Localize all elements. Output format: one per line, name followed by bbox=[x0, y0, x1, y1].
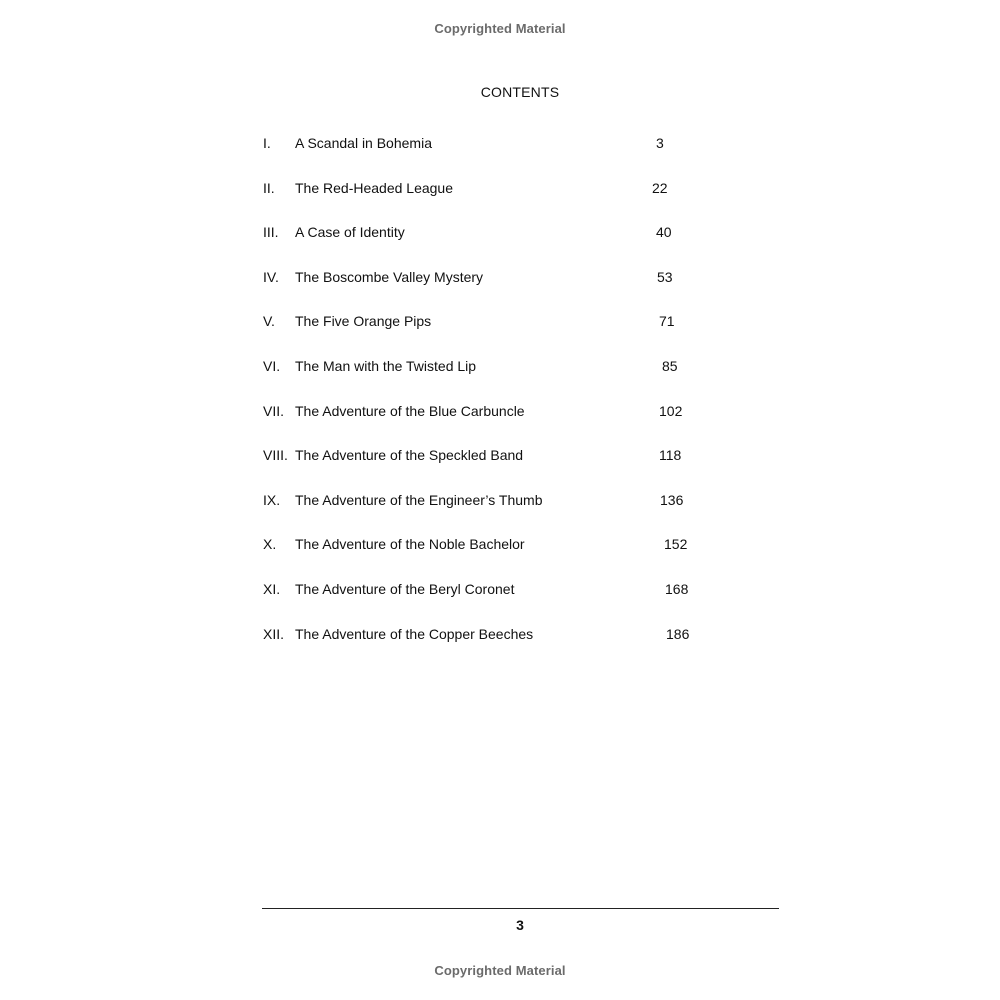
toc-entry-9 bbox=[263, 491, 763, 536]
toc-entry-page: 53 bbox=[657, 268, 673, 285]
toc-entry-2 bbox=[263, 179, 763, 224]
toc-entry-page: 102 bbox=[659, 402, 683, 419]
toc-entry-title: The Adventure of the Noble Bachelor bbox=[295, 536, 525, 553]
toc-entry-page: 136 bbox=[660, 491, 684, 508]
toc-entry-title: The Boscombe Valley Mystery bbox=[295, 268, 484, 285]
toc-entry-page: 186 bbox=[666, 625, 690, 642]
toc-entry-numeral: VII. bbox=[263, 402, 285, 419]
toc-entry-page: 168 bbox=[665, 580, 689, 597]
toc-entry-3 bbox=[263, 223, 763, 268]
toc-entry-4 bbox=[263, 268, 763, 313]
toc-entry-1 bbox=[263, 134, 763, 179]
toc-entry-title: The Red-Headed League bbox=[295, 179, 454, 196]
toc-entry-title: The Adventure of the Engineer’s Thumb bbox=[295, 491, 543, 508]
toc-entry-numeral: VIII. bbox=[263, 447, 288, 464]
toc-entry-numeral: V. bbox=[263, 313, 275, 330]
toc-entry-11 bbox=[263, 580, 763, 625]
table-of-contents bbox=[263, 134, 763, 669]
page-number: 3 bbox=[516, 917, 524, 933]
toc-entry-page: 152 bbox=[664, 536, 688, 553]
toc-entry-numeral: II. bbox=[263, 179, 275, 196]
toc-entry-title: A Case of Identity bbox=[295, 224, 405, 241]
toc-entry-page: 22 bbox=[652, 179, 668, 196]
toc-entry-page: 118 bbox=[659, 447, 682, 464]
toc-entry-page: 71 bbox=[659, 313, 675, 330]
toc-entry-title: The Adventure of the Speckled Band bbox=[295, 447, 524, 464]
toc-entry-12 bbox=[263, 625, 763, 670]
toc-entry-title: The Adventure of the Blue Carbuncle bbox=[295, 402, 525, 419]
toc-entry-numeral: X. bbox=[263, 536, 277, 553]
toc-entry-numeral: VI. bbox=[263, 357, 281, 374]
toc-entry-numeral: IX. bbox=[263, 491, 281, 508]
toc-entry-page: 40 bbox=[656, 224, 672, 241]
footer-divider bbox=[262, 908, 779, 909]
toc-entry-8 bbox=[263, 446, 763, 491]
header-copyright-notice: Copyrighted Material bbox=[434, 21, 566, 36]
toc-entry-numeral: XII. bbox=[263, 625, 285, 642]
toc-entry-page: 85 bbox=[662, 357, 678, 374]
toc-entry-page: 3 bbox=[656, 135, 664, 151]
toc-entry-10 bbox=[263, 535, 763, 580]
toc-entry-title: The Man with the Twisted Lip bbox=[295, 357, 477, 374]
toc-entry-numeral: I. bbox=[263, 135, 271, 151]
toc-entry-6 bbox=[263, 357, 763, 402]
toc-entry-numeral: XI. bbox=[263, 580, 281, 597]
toc-entry-title: The Adventure of the Beryl Coronet bbox=[295, 580, 515, 597]
footer-copyright-notice: Copyrighted Material bbox=[434, 963, 566, 978]
toc-entry-7 bbox=[263, 402, 763, 447]
toc-entry-title: The Adventure of the Copper Beeches bbox=[295, 625, 534, 642]
toc-entry-title: The Five Orange Pips bbox=[295, 313, 432, 330]
toc-entry-5 bbox=[263, 312, 763, 357]
toc-entry-numeral: III. bbox=[263, 224, 279, 241]
toc-entry-title: A Scandal in Bohemia bbox=[295, 135, 432, 151]
contents-heading: CONTENTS bbox=[480, 84, 560, 100]
toc-entry-numeral: IV. bbox=[263, 268, 279, 285]
